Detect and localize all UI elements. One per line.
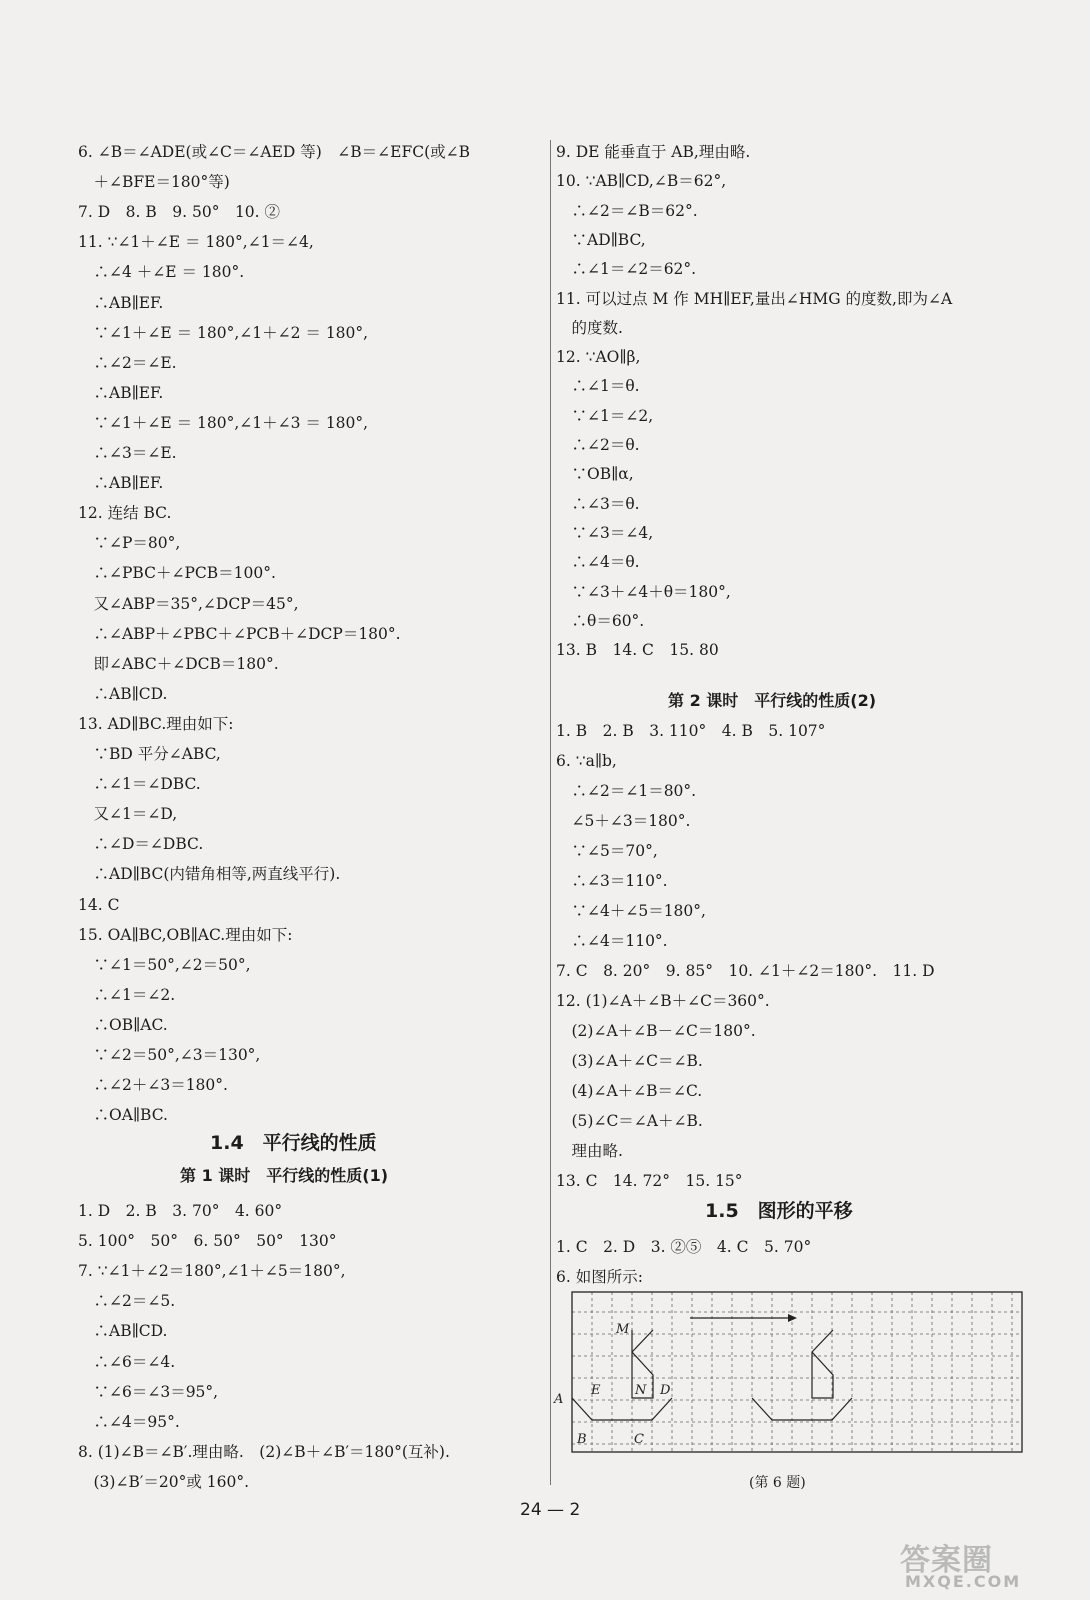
answer-line-left-b-4: ∴AB∥CD.: [78, 1322, 168, 1341]
answer-line-left-0: 6. ∠B＝∠ADE(或∠C＝∠AED 等) ∠B＝∠EFC(或∠B: [78, 143, 471, 161]
answer-line-right-b-8: 7. C 8. 20° 9. 85° 10. ∠1＋∠2＝180°. 11. D: [556, 962, 935, 980]
answer-line-left-6: ∵∠1＋∠E ＝ 180°,∠1＋∠2 ＝ 180°,: [78, 323, 369, 342]
answer-line-right-b-11: (3)∠A＋∠C＝∠B.: [556, 1052, 703, 1070]
answer-line-right-0: 9. DE 能垂直于 AB,理由略.: [556, 143, 751, 161]
label-D: D: [660, 1383, 671, 1398]
answer-line-left-b-2: 7. ∵∠1＋∠2＝180°,∠1＋∠5＝180°,: [78, 1262, 346, 1281]
answer-line-right-b-4: ∵∠5＝70°,: [556, 842, 658, 860]
translation-arrow-head: [788, 1314, 797, 1322]
answer-line-right-b-9: 12. (1)∠A＋∠B＋∠C＝360°.: [556, 992, 770, 1010]
answer-line-left-b-7: ∴∠4＝95°.: [78, 1412, 180, 1431]
answer-line-right-17: 13. B 14. C 15. 80: [556, 641, 719, 660]
answer-line-left-b-1: 5. 100° 50° 6. 50° 50° 130°: [78, 1232, 337, 1251]
answer-line-left-b-5: ∴∠6＝∠4.: [78, 1352, 176, 1371]
answer-line-right-b-2: ∴∠2＝∠1＝80°.: [556, 782, 697, 800]
answer-line-right-8: ∴∠1＝θ.: [556, 377, 640, 396]
answer-line-left-22: 又∠1＝∠D,: [78, 805, 178, 824]
answer-line-right-13: ∵∠3＝∠4,: [556, 523, 654, 542]
answer-line-right-b-0: 1. B 2. B 3. 110° 4. B 5. 107°: [556, 722, 826, 740]
answer-line-right-c-0: 1. C 2. D 3. ②⑤ 4. C 5. 70°: [556, 1238, 812, 1256]
answer-line-right-b-6: ∵∠4＋∠5＝180°,: [556, 902, 706, 920]
answer-line-left-27: ∵∠1＝50°,∠2＝50°,: [78, 955, 251, 974]
answer-line-right-b-10: (2)∠A＋∠B－∠C＝180°.: [556, 1022, 756, 1040]
label-C: C: [634, 1432, 644, 1447]
answer-line-right-2: ∴∠2＝∠B＝62°.: [556, 201, 698, 220]
answer-line-right-b-5: ∴∠3＝110°.: [556, 872, 668, 890]
answer-line-left-16: ∴∠ABP＋∠PBC＋∠PCB＋∠DCP＝180°.: [78, 624, 401, 643]
answer-line-left-26: 15. OA∥BC,OB∥AC.理由如下:: [78, 925, 293, 944]
answer-line-left-24: ∴AD∥BC(内错角相等,两直线平行).: [78, 865, 341, 884]
answer-line-right-b-14: 理由略.: [556, 1142, 623, 1160]
answer-line-right-1: 10. ∵AB∥CD,∠B＝62°,: [556, 172, 727, 191]
answer-line-right-4: ∴∠1＝∠2＝62°.: [556, 260, 697, 279]
shape-original-bottom: [572, 1398, 672, 1420]
label-B: B: [577, 1432, 587, 1447]
lesson-2-title: 第 2 课时 平行线的性质(2): [668, 691, 877, 710]
answer-line-left-10: ∴∠3＝∠E.: [78, 444, 177, 462]
answer-line-right-b-13: (5)∠C＝∠A＋∠B.: [556, 1112, 703, 1130]
label-A: A: [554, 1392, 564, 1407]
answer-line-left-1: ＋∠BFE＝180°等): [78, 173, 230, 192]
answer-line-right-12: ∴∠3＝θ.: [556, 494, 640, 513]
label-N: N: [635, 1383, 647, 1398]
answer-line-right-b-15: 13. C 14. 72° 15. 15°: [556, 1172, 743, 1190]
shape-translated-bottom: [752, 1398, 852, 1420]
answer-line-left-31: ∴∠2＋∠3＝180°.: [78, 1076, 228, 1095]
answer-line-left-2: 7. D 8. B 9. 50° 10. ②: [78, 203, 281, 222]
answer-line-left-b-3: ∴∠2＝∠5.: [78, 1292, 176, 1311]
answer-line-right-15: ∵∠3＋∠4＋θ＝180°,: [556, 582, 731, 601]
answer-line-left-b-0: 1. D 2. B 3. 70° 4. 60°: [78, 1202, 283, 1220]
answer-line-right-9: ∵∠1＝∠2,: [556, 406, 654, 425]
answer-line-left-28: ∴∠1＝∠2.: [78, 985, 176, 1004]
answer-line-left-7: ∴∠2＝∠E.: [78, 353, 177, 372]
answer-line-left-19: 13. AD∥BC.理由如下:: [78, 714, 234, 733]
answer-line-left-25: 14. C: [78, 895, 120, 914]
answer-line-right-b-12: (4)∠A＋∠B＝∠C.: [556, 1082, 703, 1100]
answer-line-left-5: ∴AB∥EF.: [78, 293, 164, 312]
answer-line-left-4: ∴∠4 ＋∠E ＝ 180°.: [78, 263, 245, 282]
answer-line-left-15: 又∠ABP＝35°,∠DCP＝45°,: [78, 594, 299, 613]
answer-line-right-b-3: ∠5＋∠3＝180°.: [556, 812, 691, 830]
answer-line-left-8: ∴AB∥EF.: [78, 383, 164, 402]
answer-line-right-5: 11. 可以过点 M 作 MH∥EF,量出∠HMG 的度数,即为∠A: [556, 289, 953, 308]
answer-line-left-b-9: (3)∠B′＝20°或 160°.: [78, 1472, 250, 1491]
answer-line-left-12: 12. 连结 BC.: [78, 504, 172, 523]
page-number: 24 — 2: [520, 1500, 581, 1520]
answer-line-left-30: ∵∠2＝50°,∠3＝130°,: [78, 1046, 261, 1064]
watermark-logo: 答案圈: [900, 1543, 993, 1578]
grid-border: [572, 1292, 1022, 1452]
answer-line-right-10: ∴∠2＝θ.: [556, 436, 640, 454]
answer-line-left-32: ∴OA∥BC.: [78, 1106, 168, 1125]
answer-line-left-b-6: ∵∠6＝∠3＝95°,: [78, 1382, 219, 1401]
answer-line-right-14: ∴∠4＝θ.: [556, 553, 640, 572]
answer-line-left-29: ∴OB∥AC.: [78, 1015, 168, 1034]
answer-line-right-3: ∵AD∥BC,: [556, 230, 646, 249]
figure-caption: (第 6 题): [749, 1475, 806, 1491]
label-E: E: [591, 1383, 601, 1398]
answer-line-right-b-1: 6. ∵a∥b,: [556, 752, 617, 770]
answer-line-right-b-7: ∴∠4＝110°.: [556, 932, 668, 950]
answer-line-left-21: ∴∠1＝∠DBC.: [78, 775, 201, 794]
answer-line-right-11: ∵OB∥α,: [556, 465, 634, 484]
answer-line-left-20: ∵BD 平分∠ABC,: [78, 745, 221, 763]
answer-line-left-3: 11. ∵∠1＋∠E ＝ 180°,∠1＝∠4,: [78, 233, 314, 252]
watermark-url: MXQE.COM: [905, 1572, 1022, 1591]
answer-line-left-b-8: 8. (1)∠B＝∠B′.理由略. (2)∠B＋∠B′＝180°(互补).: [78, 1442, 450, 1461]
answer-line-left-23: ∴∠D＝∠DBC.: [78, 835, 204, 854]
section-1-4-title: 1.4 平行线的性质: [210, 1132, 377, 1154]
answer-line-right-7: 12. ∵AO∥β,: [556, 348, 641, 367]
answer-line-right-16: ∴θ＝60°.: [556, 611, 645, 630]
answer-line-left-13: ∵∠P＝80°,: [78, 534, 181, 553]
translation-grid-figure: [550, 1280, 1030, 1460]
answer-line-right-6: 的度数.: [556, 318, 623, 337]
answer-line-left-11: ∴AB∥EF.: [78, 474, 164, 493]
answer-line-right-c-1: 6. 如图所示:: [556, 1268, 643, 1286]
section-1-5-title: 1.5 图形的平移: [705, 1200, 853, 1222]
answer-line-left-9: ∵∠1＋∠E ＝ 180°,∠1＋∠3 ＝ 180°,: [78, 413, 369, 432]
answer-line-left-14: ∴∠PBC＋∠PCB＝100°.: [78, 564, 276, 583]
label-M: M: [616, 1322, 630, 1337]
lesson-1-title: 第 1 课时 平行线的性质(1): [180, 1166, 389, 1185]
shape-translated-top: [812, 1330, 833, 1398]
answer-line-left-18: ∴AB∥CD.: [78, 684, 168, 703]
answer-line-left-17: 即∠ABC＋∠DCB＝180°.: [78, 654, 279, 673]
